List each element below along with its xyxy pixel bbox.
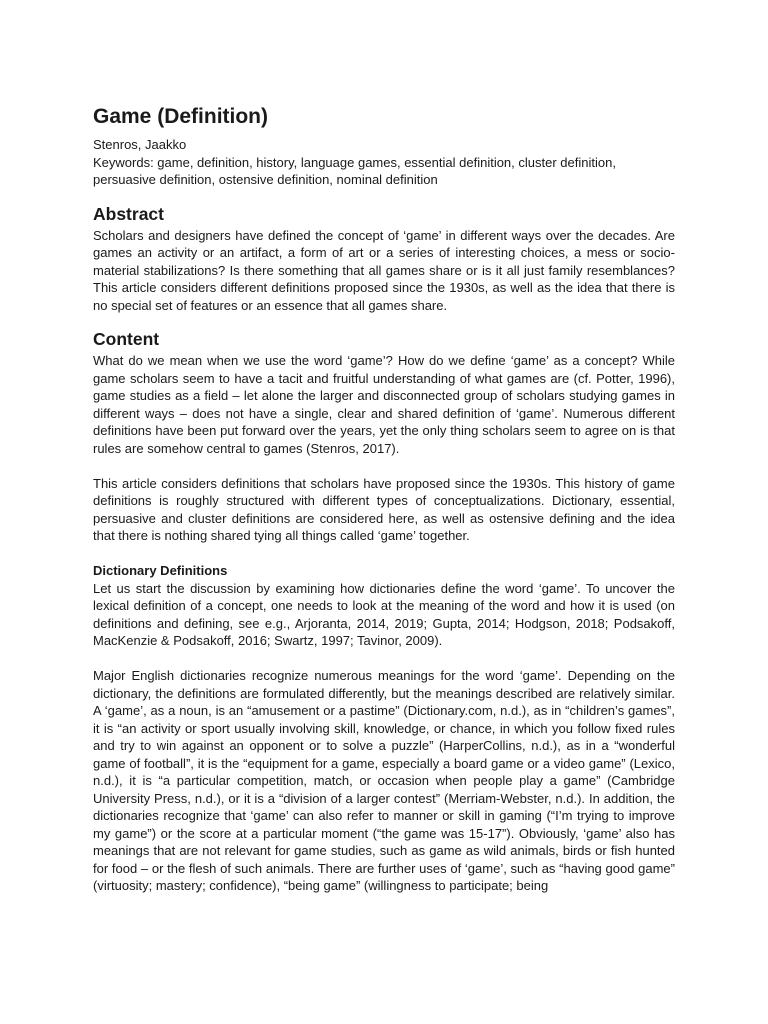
paragraph-gap [93, 650, 675, 668]
dictionary-paragraph-1: Let us start the discussion by examining how dictionaries define the word ‘game’. To uncover the lexical definition of a concept, one needs to look at the meaning of the word and how it is used (on definitions and defining, see e.g., Arjoranta, 2014, 2019; Gupta, 2014; Hodgson, 2018; Podsakoff, MacKenzie & Podsakoff, 2016; Swartz, 1997; Tavinor, 2009). [93, 580, 675, 648]
content-heading: Content [93, 329, 160, 349]
content-paragraph-2: This article considers definitions that scholars have proposed since the 1930s. This history of game definitions is roughly structured with different types of conceptualizations. Dictionary, essential, persuasive and cluster definitions are considered here, as well as ostensive defining and the idea that there is nothing shared tying all things called ‘game’ together. [93, 475, 675, 543]
keywords-line: Keywords: game, definition, history, language games, essential definition, cluster definition, persuasive definition, ostensive definition, nominal definition [93, 154, 616, 187]
paragraph-gap [93, 545, 675, 563]
abstract-heading: Abstract [93, 203, 164, 224]
abstract-paragraph: Scholars and designers have defined the concept of ‘game’ in different ways over the decades. Are games an activity or an artifact, a form of art or a series of interesting choices, a mess or socio-material stabilizations? Is there something that all games share or is it all just family resemblances? This article considers different definitions proposed since the 1930s, as well as the idea that there is no special set of features or an essence that all games share. [93, 227, 675, 313]
page-title: Game (Definition) [93, 105, 269, 128]
author-line: Stenros, Jaakko [93, 137, 187, 152]
content-paragraph-1: What do we mean when we use the word ‘game’? How do we define ‘game’ as a concept? While game scholars seem to have a tacit and fruitful understanding of what games are (cf. Potter, 1996), game studies as a field – let alone the larger and disconnected group of scholars studying games in different ways – does not have a single, clear and shared definition of ‘game’. Numerous different definitions have been put forward over the years, yet the only thing scholars seem to agree on is that rules are somehow central to games (Stenros, 2017). [93, 353, 675, 456]
dictionary-paragraph-2: Major English dictionaries recognize numerous meanings for the word ‘game’. Depending on the dictionary, the definitions are formulated differently, but the meanings described are relatively similar. A ‘game’, as a noun, is an “amusement or a pastime” (Dictionary.com, n.d.), as in “children’s games”, it is “an activity or sport usually involving skill, knowledge, or chance, in which you follow fixed rules and try to win against an opponent or to solve a puzzle” (HarperCollins, n.d.), as in a “wonderful game of football”, it is the “equipment for a game, especially a board game or a video game” (Lexico, n.d.), it is “a particular competition, match, or occasion when people play a game” (Cambridge University Press, n.d.), or it is a “division of a larger contest” (Merriam-Webster, n.d.). In addition, the dictionaries recognize that ‘game’ can also refer to manner or skill in gaming (“I’m trying to improve my game”) or the score at a particular moment (“the game was 15-17”). Obviously, ‘game’ also has meanings that are not relevant for game studies, such as game as wild animals, birds or fish hunted for food – or the flesh of such animals. There are further uses of ‘game’, such as “having good game” (virtuosity; mastery; confidence), “being game” (willingness to participate; being [93, 668, 675, 893]
dictionary-heading: Dictionary Definitions [93, 563, 228, 578]
paragraph-gap [93, 457, 675, 475]
